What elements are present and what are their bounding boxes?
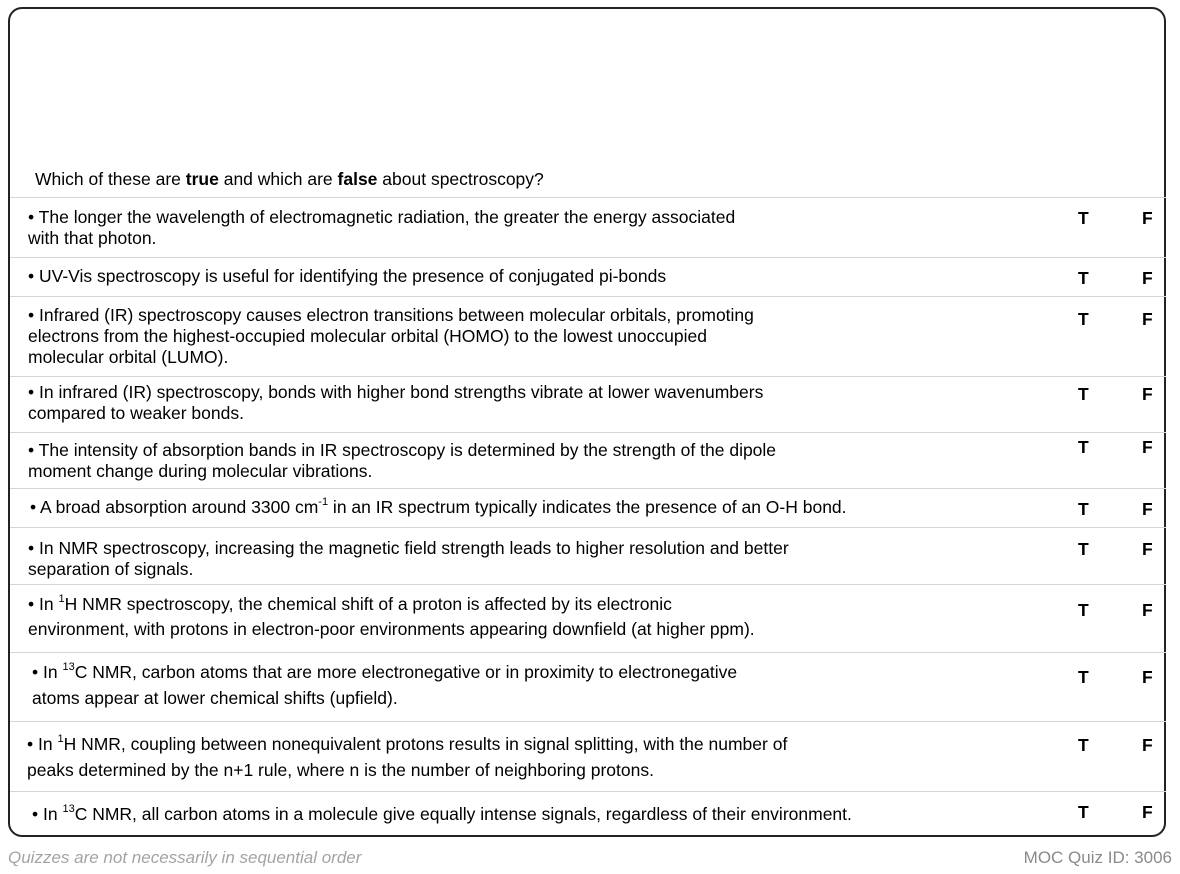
quiz-id: MOC Quiz ID: 3006 — [1023, 848, 1172, 867]
statement-10: • In $^1$H NMR, coupling between nonequivalent protons results in signal splitting, with the number of peaks determined by the n+1 rule, where n is the number of neighboring protons. — [27, 733, 788, 780]
row-divider — [10, 432, 1166, 433]
row-divider — [10, 584, 1166, 585]
true-option-6[interactable]: T — [1078, 499, 1089, 519]
false-option-7[interactable]: F — [1142, 539, 1153, 559]
statement-5: • The intensity of absorption bands in IR spectroscopy is determined by the strength of the dipole moment change during molecular vibrations. — [28, 440, 777, 481]
statement-4: • In infrared (IR) spectroscopy, bonds with higher bond strengths vibrate at lower wavenumbers compared to weaker bonds. — [28, 382, 764, 423]
true-option-9[interactable]: T — [1078, 667, 1089, 687]
false-option-5[interactable]: F — [1142, 437, 1153, 457]
true-option-2[interactable]: T — [1078, 268, 1089, 288]
true-option-4[interactable]: T — [1078, 384, 1089, 404]
statement-6: • A broad absorption around 3300 $cm^{-1}$ in an IR spectrum typically indicates the presence of an O-H bond. — [30, 496, 847, 517]
true-option-11[interactable]: T — [1078, 802, 1089, 822]
false-option-4[interactable]: F — [1142, 384, 1153, 404]
statement-9: • In $^{13}$C NMR, carbon atoms that are more electronegative or in proximity to electronegative atoms appear at lower chemical shifts (upfield). — [32, 661, 738, 708]
false-option-9[interactable]: F — [1142, 667, 1153, 687]
true-option-7[interactable]: T — [1078, 539, 1089, 559]
statement-8: • In $^1$H NMR spectroscopy, the chemical shift of a proton is affected by its electronic environment, with protons in electron-poor environments appearing downfield (at higher ppm). — [28, 593, 755, 639]
false-option-6[interactable]: F — [1142, 499, 1153, 519]
row-divider — [10, 197, 1166, 198]
sequence-note: Quizzes are not necessarily in sequential order — [8, 848, 362, 867]
row-divider — [10, 376, 1166, 377]
true-option-5[interactable]: T — [1078, 437, 1089, 457]
question-prompt: Which of these are true and which are false about spectroscopy? — [35, 169, 544, 189]
row-divider — [10, 296, 1166, 297]
true-word: true — [185, 169, 219, 189]
false-word: false — [337, 169, 378, 189]
false-option-10[interactable]: F — [1142, 735, 1153, 755]
statement-11: • In $^{13}$C NMR, all carbon atoms in a molecule give equally intense signals, regardless of their environment. — [32, 803, 852, 824]
false-option-8[interactable]: F — [1142, 600, 1153, 620]
true-option-8[interactable]: T — [1078, 600, 1089, 620]
statement-7: • In NMR spectroscopy, increasing the magnetic field strength leads to higher resolution and better separation of signals. — [28, 538, 789, 579]
row-divider — [10, 791, 1166, 792]
statement-1: • The longer the wavelength of electromagnetic radiation, the greater the energy associated with that photon. — [28, 207, 736, 248]
false-option-3[interactable]: F — [1142, 309, 1153, 329]
row-divider — [10, 257, 1166, 258]
row-divider — [10, 721, 1166, 722]
statement-3: • Infrared (IR) spectroscopy causes electron transitions between molecular orbitals, promoting electrons from the highest-occupied molecular orbital (HOMO) to the lowest unoccupied molecular orbital (LUMO). — [28, 305, 754, 367]
true-option-1[interactable]: T — [1078, 208, 1089, 228]
row-divider — [10, 488, 1166, 489]
row-divider — [10, 652, 1166, 653]
false-option-1[interactable]: F — [1142, 208, 1153, 228]
true-option-3[interactable]: T — [1078, 309, 1089, 329]
false-option-2[interactable]: F — [1142, 268, 1153, 288]
false-option-11[interactable]: F — [1142, 802, 1153, 822]
row-divider — [10, 527, 1166, 528]
statement-2: • UV-Vis spectroscopy is useful for identifying the presence of conjugated pi-bonds — [28, 266, 667, 286]
true-option-10[interactable]: T — [1078, 735, 1089, 755]
